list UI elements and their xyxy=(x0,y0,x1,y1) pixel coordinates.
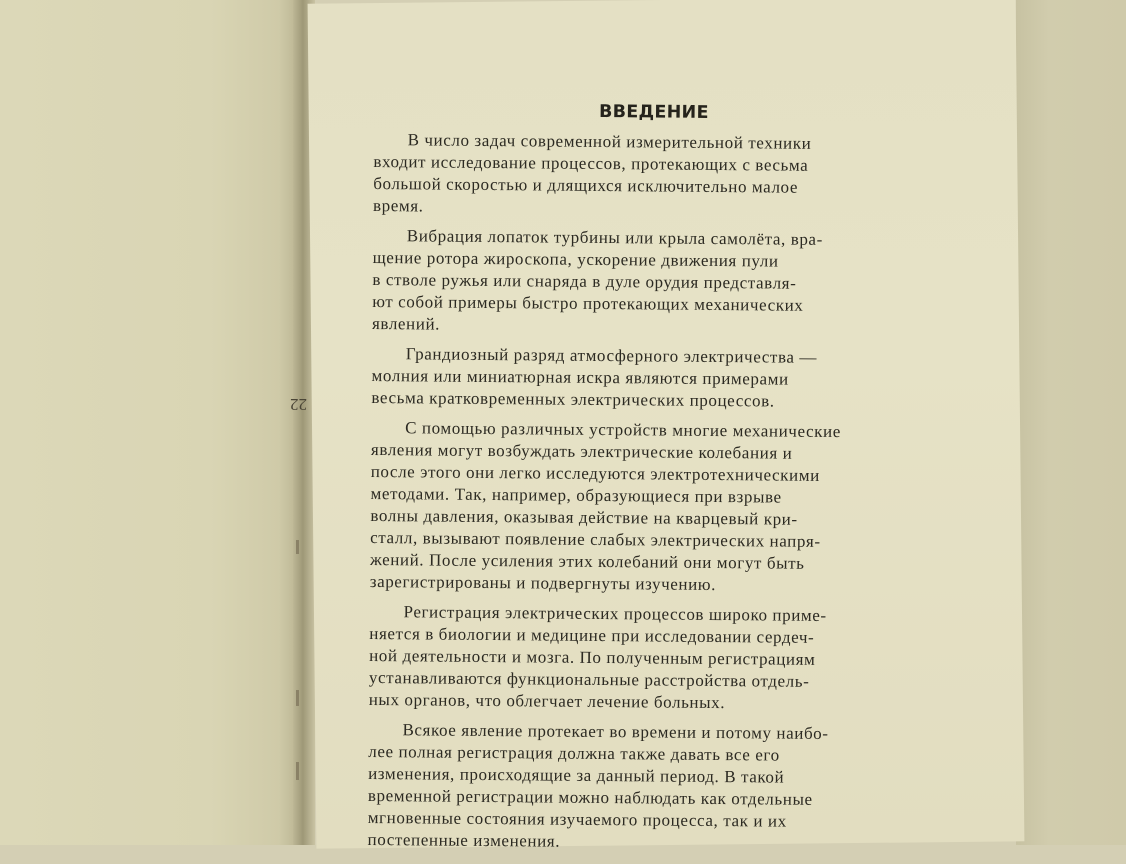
text-line: Грандиозный разряд атмосферного электричества — xyxy=(405,344,818,367)
text-line: ют собой примеры быстро протекающих механических xyxy=(372,291,804,315)
text-line: в стволе ружья или снаряда в дуле орудия представля- xyxy=(372,269,797,293)
paragraph xyxy=(369,601,930,716)
text-line: С помощью различных устройств многие механические xyxy=(405,418,842,442)
text-line: весьма кратковременных электрических процессов. xyxy=(371,387,775,411)
text-line: няется в биологии и медицине при исследовании сердеч- xyxy=(369,623,815,647)
text-line: молния или миниатюрная искра являются примерами xyxy=(371,365,789,389)
text-line: щение ротора жироскопа, ускорение движения пули xyxy=(372,247,779,271)
page-number: 22 xyxy=(290,395,307,414)
binding-mark xyxy=(296,762,299,780)
text-line: после этого они легко исследуются электротехническими xyxy=(370,461,820,485)
text-line: ной деятельности и мозга. По полученным регистрациям xyxy=(369,645,816,669)
text-line: Регистрация электрических процессов широко приме- xyxy=(403,602,827,625)
text-line: явлений. xyxy=(371,313,441,334)
text-line: устанавливаются функциональные расстройства отдель- xyxy=(368,667,810,691)
text-line: методами. Так, например, образующиеся при взрыве xyxy=(370,483,782,507)
text-line: В число задач современной измерительной техники xyxy=(407,130,812,153)
binding-mark xyxy=(296,690,299,706)
paragraph xyxy=(371,343,932,414)
text-line: волны давления, оказывая действие на кварцевый кри- xyxy=(370,505,798,529)
text-line: большой скоростью и длящихся исключительно малое xyxy=(373,173,799,197)
text-line: зарегистрированы и подвергнуты изучению. xyxy=(369,571,717,595)
text-line: изменения, происходящие за данный период. В такой xyxy=(368,763,785,787)
paragraph xyxy=(372,225,933,340)
paragraph xyxy=(370,417,932,598)
text-line: постепенные изменения. xyxy=(367,829,561,851)
text-line: явления могут возбуждать электрические колебания и xyxy=(370,439,793,463)
text-line: мгновенные состояния изучаемого процесса, так и их xyxy=(367,807,787,831)
left-page xyxy=(0,0,300,845)
binding-mark xyxy=(296,540,299,554)
text-line: ных органов, что облегчает лечение больных. xyxy=(368,689,726,713)
page-title: ВВЕДЕНИЕ xyxy=(598,101,709,123)
text-line: входит исследование процессов, протекающих с весьма xyxy=(373,151,809,175)
text-line: Всякое явление протекает во времени и потому наибо- xyxy=(402,720,829,743)
text-line: Вибрация лопаток турбины или крыла самолёта, вра- xyxy=(406,226,823,249)
text-line: временной регистрации можно наблюдать как отдельные xyxy=(367,785,813,809)
text-line: жений. После усиления этих колебаний они могут быть xyxy=(369,549,805,573)
text-line: сталл, вызывают появление слабых электрических напря- xyxy=(370,527,821,551)
paragraph xyxy=(367,719,928,856)
adjacent-page-edge xyxy=(1016,0,1126,845)
text-line: лее полная регистрация должна также давать все его xyxy=(368,741,780,765)
body-text xyxy=(367,129,933,856)
text-line: время. xyxy=(372,195,424,216)
page-content xyxy=(367,100,934,864)
paragraph xyxy=(373,129,934,222)
